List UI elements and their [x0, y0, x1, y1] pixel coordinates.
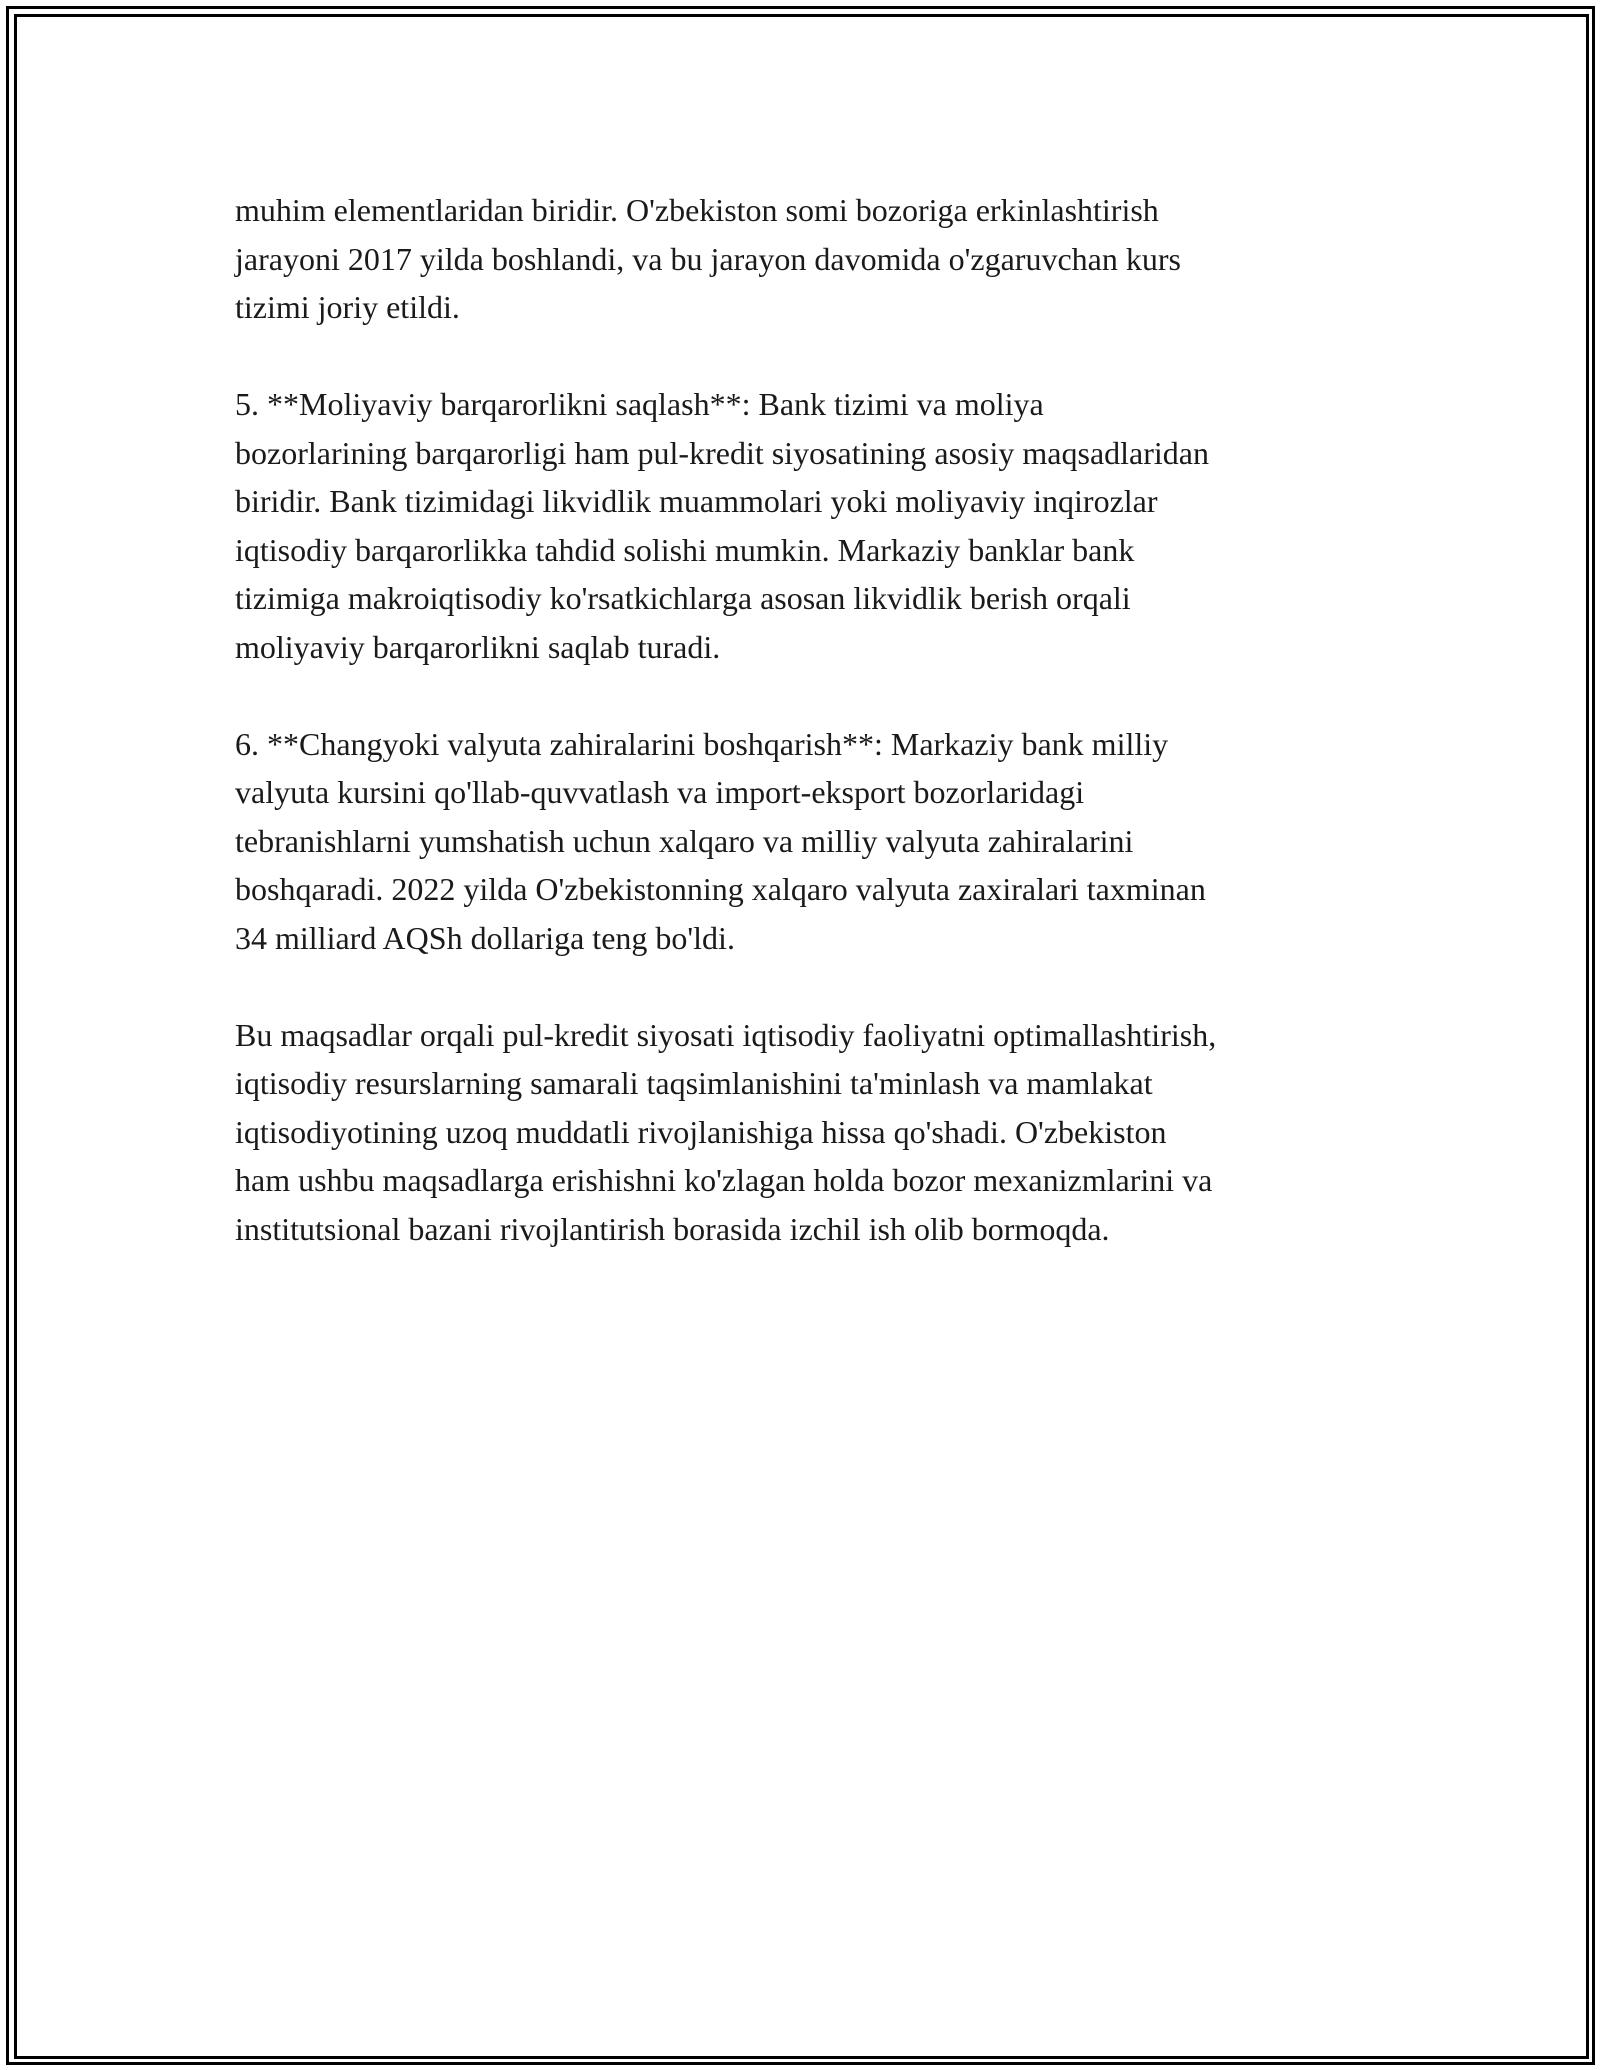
paragraph-financial-stability: 5. **Moliyaviy barqarorlikni saqlash**: Bank tizimi va moliya bozorlarining barqarorligi ham pul-kredit siyosatining asosiy maqsadlaridan biridir. Bank tizimidagi likvidlik muammolari yoki moliyaviy inqirozlar iqtisodiy barqarorlikka tahdid solishi mumkin. Markaziy banklar bank tizimiga makroiqtisodiy ko'rsatkichlarga asosan likvidlik berish orqali moliyaviy barqarorlikni saqlab turadi.: [235, 386, 1209, 665]
paragraph-currency-reserves: 6. **Changyoki valyuta zahiralarini boshqarish**: Markaziy bank milliy valyuta kursini qo'llab-quvvatlash va import-eksport bozorlaridagi tebranishlarni yumshatish uchun xalqaro va milliy valyuta zahiralarini boshqaradi. 2022 yilda O'zbekistonning xalqaro valyuta zaxiralari taxminan 34 milliard AQSh dollariga teng bo'ldi.: [235, 725, 1206, 956]
paragraph-exchange-rate-continuation: muhim elementlaridan biridir. O'zbekiston somi bozoriga erkinlashtirish jarayoni 2017 yilda boshlandi, va bu jarayon davomida o'zgaruvchan kurs tizimi joriy etildi.: [235, 192, 1181, 325]
paragraph-conclusion: Bu maqsadlar orqali pul-kredit siyosati iqtisodiy faoliyatni optimallashtirish, iqtisodiy resurslarning samarali taqsimlanishini ta'minlash va mamlakat iqtisodiyotining uzoq muddatli rivojlanishiga hissa qo'shadi. O'zbekiston ham ushbu maqsadlarga erishishni ko'zlagan holda bozor mexanizmlarini va institutsional bazani rivojlantirish borasida izchil ish olib bormoqda.: [235, 1016, 1217, 1247]
document-body: [235, 186, 1375, 1302]
